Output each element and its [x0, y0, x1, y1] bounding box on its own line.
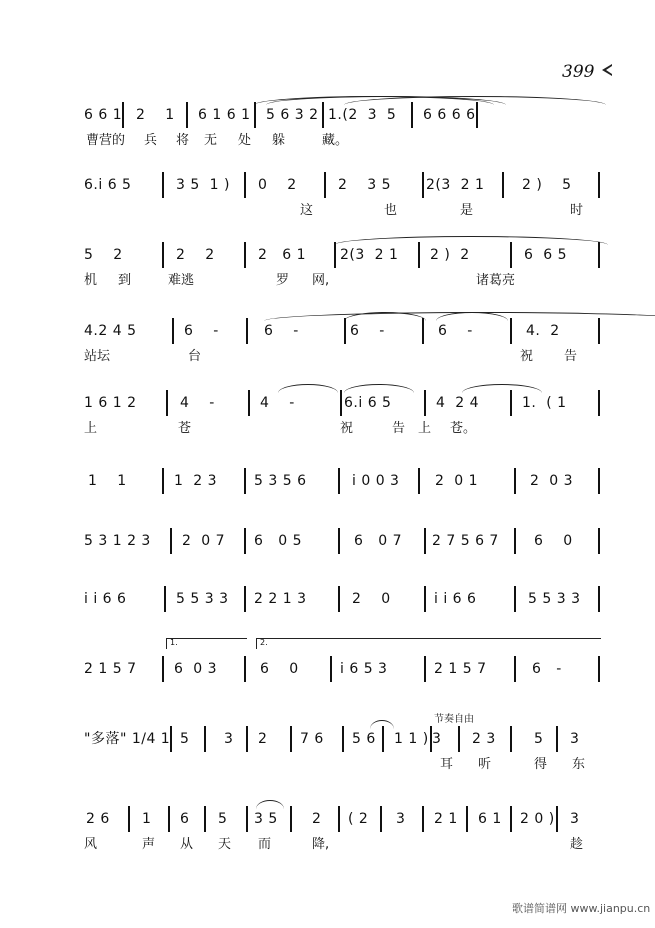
measure-notes: 4 - [260, 395, 295, 411]
score-system [78, 316, 608, 390]
notation-line [78, 654, 608, 684]
lyric-line [78, 834, 608, 858]
lyric-line [78, 130, 608, 154]
score-system [78, 714, 608, 798]
measure-notes: "多落" 1/4 1 [84, 731, 171, 747]
lyric-word: 台 [188, 349, 202, 364]
measure-notes: 5 3 5 6 [254, 473, 307, 489]
measure-notes: 2 7 5 6 7 [432, 533, 499, 549]
lyric-word: 将 [176, 133, 190, 148]
lyric-word: 躲 [272, 133, 286, 148]
measure-notes: 2 3 [472, 731, 496, 747]
bar-line [248, 390, 250, 416]
measure-notes: 1 6 1 2 [84, 395, 137, 411]
lyric-line [78, 754, 608, 778]
bar-line [164, 586, 166, 612]
bar-line [186, 102, 188, 128]
bar-line [340, 390, 342, 416]
bar-line [244, 172, 246, 198]
measure-notes: 6 6 1 [84, 107, 123, 123]
lyric-word: 从 [180, 837, 194, 852]
measure-notes: ( 2 [348, 811, 369, 827]
lyric-word: 曹营的 [86, 133, 126, 148]
lyric-word: 苍。 [450, 421, 477, 436]
bar-line [338, 586, 340, 612]
lyric-word: 听 [478, 757, 492, 772]
measure-notes: 5 5 3 3 [528, 591, 581, 607]
measure-notes: 2 0 ) [520, 811, 555, 827]
bar-line [424, 586, 426, 612]
measure-notes: 3 [570, 811, 580, 827]
measure-notes: 5 [218, 811, 228, 827]
lyric-word: 机 [84, 273, 98, 288]
bar-line [344, 318, 346, 344]
measure-notes: 2 ) 5 [522, 177, 572, 193]
volta-first-label: 1. [170, 638, 178, 647]
measure-notes: 6 - [532, 661, 562, 677]
bar-line [422, 172, 424, 198]
measure-notes: 2 0 3 [530, 473, 574, 489]
bar-line [510, 806, 512, 832]
lyric-word: 到 [118, 273, 132, 288]
volta-second-bracket [256, 638, 601, 649]
bar-line [324, 172, 326, 198]
measure-notes: 6 - [184, 323, 219, 339]
volta-first-bracket [166, 638, 247, 649]
measure-notes: 1. ( 1 [522, 395, 567, 411]
lyric-word: 东 [572, 757, 586, 772]
measure-notes: 3 [396, 811, 406, 827]
measure-notes: 6 0 7 [354, 533, 403, 549]
lyric-word: 处 [238, 133, 252, 148]
measure-notes: 1 1 [88, 473, 127, 489]
bar-line [342, 726, 344, 752]
bar-line [382, 726, 384, 752]
bar-line [330, 656, 332, 682]
bar-line [424, 528, 426, 554]
measure-notes: 1 [142, 811, 152, 827]
bar-line [162, 468, 164, 494]
bar-line [162, 172, 164, 198]
lyric-word: 降, [312, 837, 330, 852]
lyric-word: 网, [312, 273, 330, 288]
bar-line [168, 806, 170, 832]
bar-line [418, 242, 420, 268]
bar-line [338, 528, 340, 554]
measure-notes: i i 6 6 [434, 591, 477, 607]
measure-notes: 6 1 [478, 811, 502, 827]
bar-line [510, 390, 512, 416]
measure-notes: i 6 5 3 [340, 661, 388, 677]
bar-line [204, 726, 206, 752]
lyric-word: 是 [460, 203, 474, 218]
measure-notes: 0 2 [258, 177, 297, 193]
measure-notes: 2 6 1 [258, 247, 307, 263]
lyric-word: 无 [204, 133, 218, 148]
measure-notes: 6 [180, 811, 190, 827]
measure-notes: 6 6 5 [524, 247, 568, 263]
bar-line [244, 468, 246, 494]
bar-line [170, 726, 172, 752]
notation-line [78, 526, 608, 556]
measure-notes: 2 2 [176, 247, 215, 263]
notation-line [78, 724, 608, 754]
lyric-word: 告 [392, 421, 406, 436]
lyric-word: 风 [84, 837, 98, 852]
bar-line [322, 102, 324, 128]
lyric-word: 耳 [440, 757, 454, 772]
measure-notes: 2 1 [136, 107, 175, 123]
score-system [78, 388, 608, 462]
bar-line [514, 586, 516, 612]
bar-line [598, 172, 600, 198]
measure-notes: 1 1 ) [394, 731, 429, 747]
bar-line [162, 242, 164, 268]
measure-notes: 6 0 [534, 533, 573, 549]
measure-notes: 2 0 1 [430, 473, 479, 489]
score-system [78, 240, 608, 314]
lyric-word: 罗 [276, 273, 290, 288]
bar-line [422, 318, 424, 344]
measure-notes: 2(3 2 1 [426, 177, 485, 193]
measure-notes: 2 [258, 731, 268, 747]
bar-line [128, 806, 130, 832]
bar-line [254, 102, 256, 128]
bar-line [246, 318, 248, 344]
lyric-word: 时 [570, 203, 584, 218]
measure-notes: 4.2 4 5 [84, 323, 137, 339]
notation-line [78, 466, 608, 496]
bar-line [338, 468, 340, 494]
measure-notes: 5 [534, 731, 544, 747]
measure-notes: 5 [180, 731, 190, 747]
bar-line [598, 318, 600, 344]
measure-notes: 6 0 [260, 661, 299, 677]
measure-notes: 1.(2 3 5 [328, 107, 397, 123]
lyric-word: 上 [418, 421, 432, 436]
bar-line [244, 586, 246, 612]
lyric-line [78, 418, 608, 442]
bar-line [598, 656, 600, 682]
lyric-word: 诸葛亮 [476, 273, 516, 288]
slur-mark [256, 800, 284, 809]
lyric-line [78, 200, 608, 224]
score-system [78, 100, 608, 174]
bar-line [476, 102, 478, 128]
lyric-word: 声 [142, 837, 156, 852]
measure-notes: 4 2 4 [436, 395, 480, 411]
measure-notes: 3 [570, 731, 580, 747]
measure-notes: 2(3 2 1 [340, 247, 399, 263]
measure-notes: 2 0 7 [182, 533, 226, 549]
bar-line [510, 242, 512, 268]
lyric-word: 祝 [520, 349, 534, 364]
measure-notes: 2 0 [352, 591, 391, 607]
measure-notes: 7 6 [300, 731, 324, 747]
measure-notes: 3 5 1 ) [176, 177, 230, 193]
measure-notes: 6 - [350, 323, 385, 339]
bar-line [204, 806, 206, 832]
measure-notes: 6.i 6 5 [84, 177, 132, 193]
bar-line [510, 726, 512, 752]
measure-notes: 6 0 5 [254, 533, 303, 549]
measure-notes: 2 1 5 7 [434, 661, 487, 677]
measure-notes: 3 5 [254, 811, 278, 827]
bar-line [502, 172, 504, 198]
bar-line [334, 242, 336, 268]
bar-line [598, 468, 600, 494]
lyric-word: 天 [218, 837, 232, 852]
measure-notes: 4 - [180, 395, 215, 411]
bar-line [598, 586, 600, 612]
lyric-word: 藏。 [322, 133, 349, 148]
page-marker-icon [600, 62, 614, 78]
bar-line [422, 806, 424, 832]
measure-notes: 6.i 6 5 [344, 395, 392, 411]
lyric-word: 上 [84, 421, 98, 436]
lyric-word: 也 [384, 203, 398, 218]
measure-notes: 5 2 [84, 247, 123, 263]
score-system [78, 170, 608, 244]
bar-line [244, 656, 246, 682]
tempo-annotation: 节奏自由 [434, 714, 474, 725]
bar-line [556, 806, 558, 832]
measure-notes: 5 6 [352, 731, 376, 747]
bar-line [244, 528, 246, 554]
bar-line [162, 656, 164, 682]
bar-line [424, 390, 426, 416]
bar-line [510, 318, 512, 344]
lyric-word: 告 [564, 349, 578, 364]
measure-notes: 4. 2 [526, 323, 560, 339]
measure-notes: i 0 0 3 [352, 473, 400, 489]
lyric-word: 这 [300, 203, 314, 218]
bar-line [246, 806, 248, 832]
measure-notes: 2 3 5 [338, 177, 391, 193]
measure-notes: 1 2 3 [174, 473, 218, 489]
measure-notes: 6 - [438, 323, 473, 339]
bar-line [246, 726, 248, 752]
lyric-word: 兵 [144, 133, 158, 148]
bar-line [514, 468, 516, 494]
volta-second-label: 2. [260, 638, 268, 647]
bar-line [424, 656, 426, 682]
lyric-word: 祝 [340, 421, 354, 436]
measure-notes: 6 1 6 1 [198, 107, 251, 123]
bar-line [514, 528, 516, 554]
measure-notes: 3 [224, 731, 234, 747]
bar-line [290, 806, 292, 832]
bar-line [166, 390, 168, 416]
measure-notes: 2 ) 2 [430, 247, 470, 263]
bar-line [338, 806, 340, 832]
measure-notes: 6 0 3 [174, 661, 218, 677]
bar-line [411, 102, 413, 128]
lyric-word: 苍 [178, 421, 192, 436]
bar-line [290, 726, 292, 752]
lyric-word: 得 [534, 757, 548, 772]
measure-notes: 3 [432, 731, 442, 747]
bar-line [380, 806, 382, 832]
bar-line [598, 242, 600, 268]
bar-line [556, 726, 558, 752]
lyric-line [78, 270, 608, 294]
notation-line [78, 804, 608, 834]
measure-notes: i i 6 6 [84, 591, 127, 607]
bar-line [466, 806, 468, 832]
measure-notes: 5 5 3 3 [176, 591, 229, 607]
measure-notes: 5 3 1 2 3 [84, 533, 151, 549]
measure-notes: 2 6 [86, 811, 110, 827]
measure-notes: 6 6 6 6 [423, 107, 476, 123]
notation-line [78, 584, 608, 614]
measure-notes: 5 6 3 2 [266, 107, 319, 123]
page-number: 399 [562, 62, 595, 82]
bar-line [172, 318, 174, 344]
watermark: 歌谱简谱网 www.jianpu.cn [512, 902, 651, 915]
lyric-word: 站坛 [84, 349, 111, 364]
lyric-line [78, 346, 608, 370]
measure-notes: 2 1 5 7 [84, 661, 137, 677]
bar-line [170, 528, 172, 554]
measure-notes: 2 2 1 3 [254, 591, 307, 607]
bar-line [598, 390, 600, 416]
bar-line [598, 528, 600, 554]
lyric-word: 难逃 [168, 273, 195, 288]
measure-notes: 6 - [264, 323, 299, 339]
lyric-word: 而 [258, 837, 272, 852]
lyric-word: 趁 [570, 837, 584, 852]
bar-line [514, 656, 516, 682]
measure-notes: 2 1 [434, 811, 458, 827]
score-system [78, 804, 608, 878]
bar-line [418, 468, 420, 494]
bar-line [244, 242, 246, 268]
score-system [78, 654, 608, 728]
bar-line [458, 726, 460, 752]
bar-line [122, 102, 124, 128]
notation-line [78, 170, 608, 200]
measure-notes: 2 [312, 811, 322, 827]
